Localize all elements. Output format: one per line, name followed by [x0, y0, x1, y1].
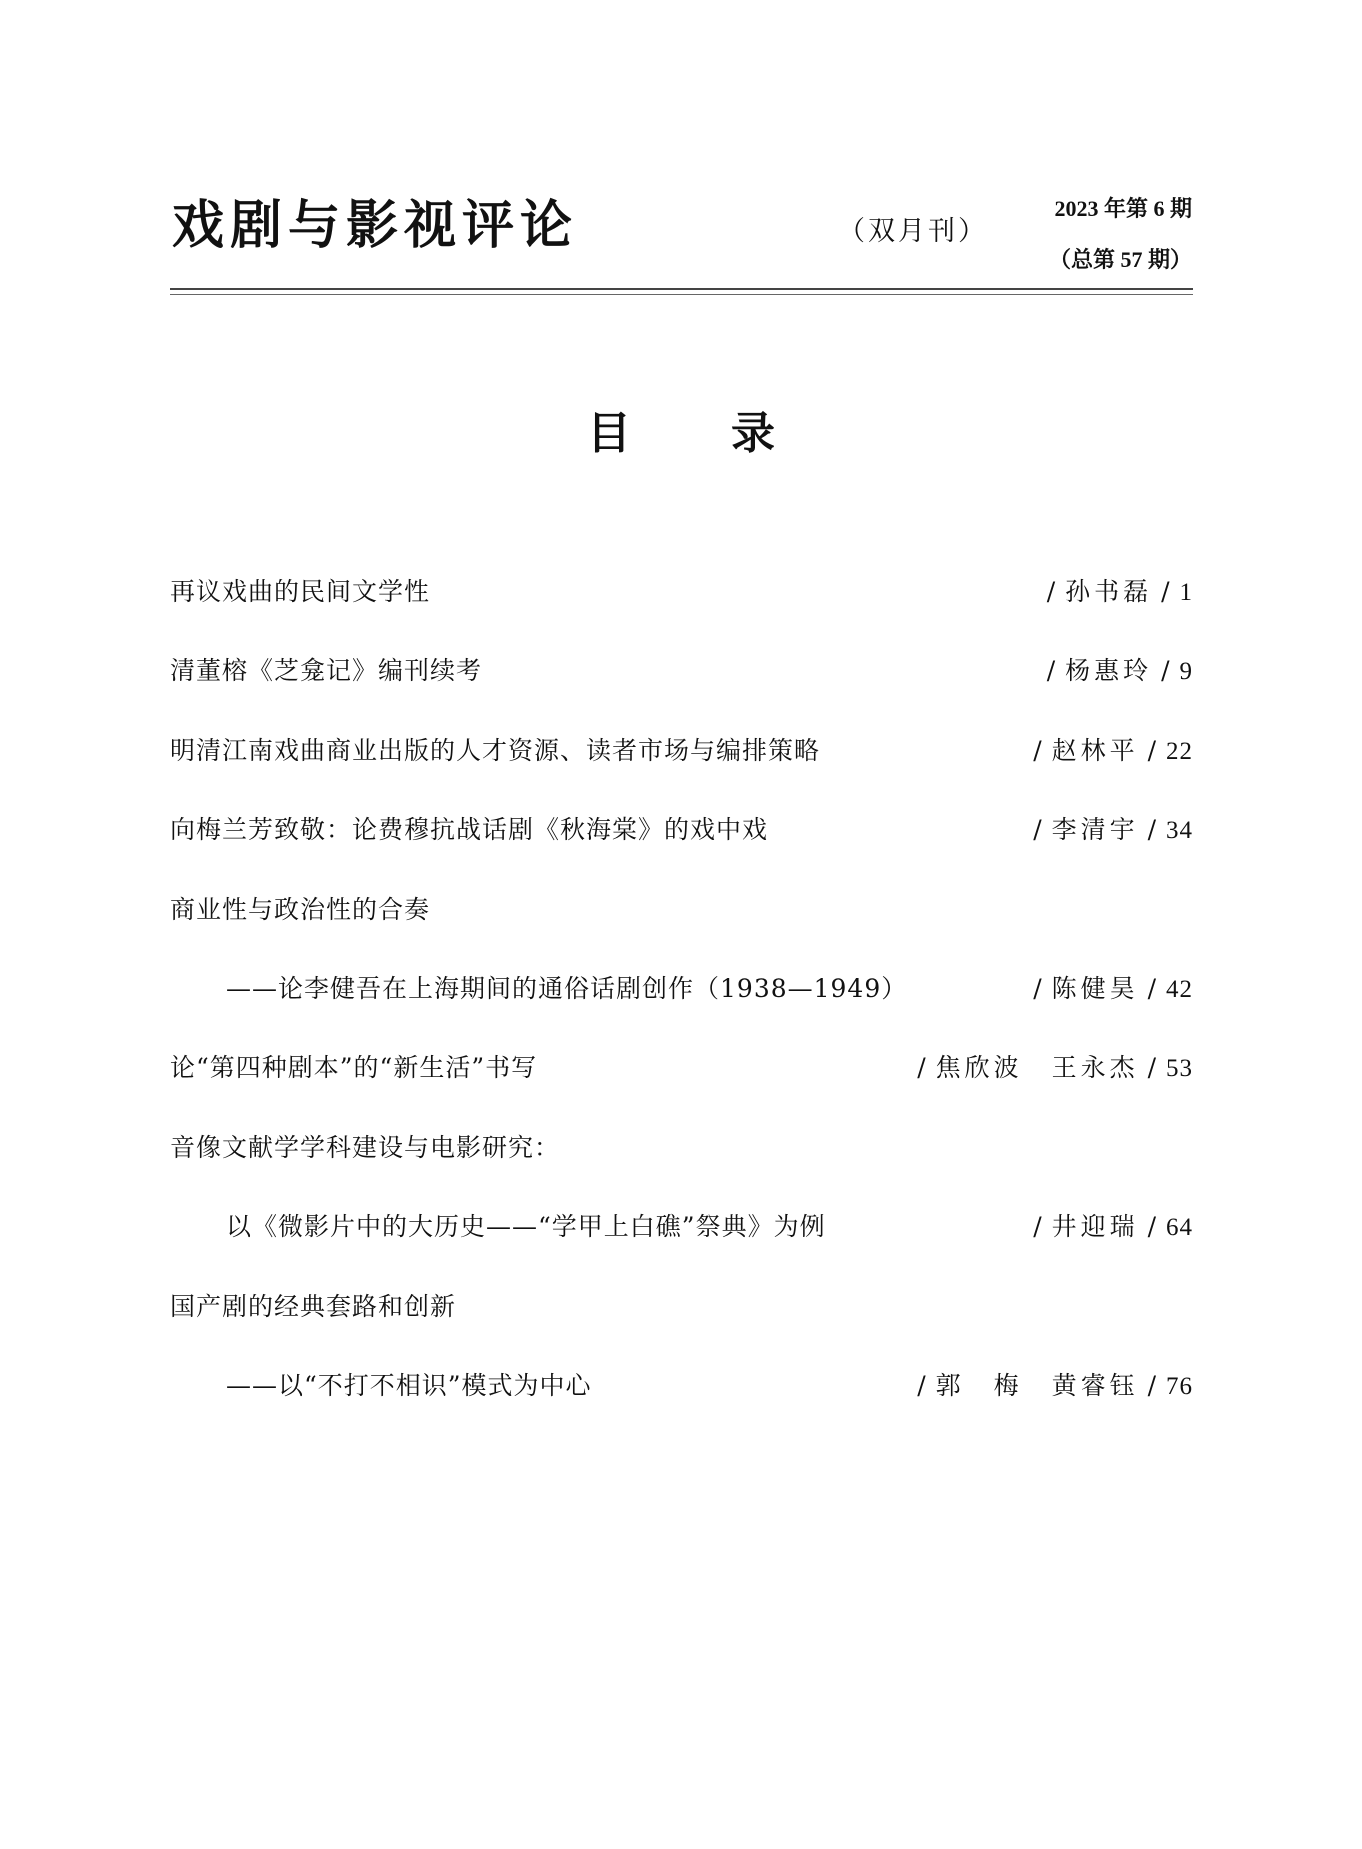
toc-entry-author: 郭 梅 黄睿钰	[935, 1371, 1139, 1400]
toc-entry-title: ——论李健吾在上海期间的通俗话剧创作（1938—1949）	[226, 974, 908, 1003]
toc-entry-meta: / 孙书磊 / 1	[1046, 577, 1193, 606]
toc-entry-page: 53	[1166, 1055, 1193, 1082]
toc-entry[interactable]	[170, 1290, 1193, 1324]
toc-entry-page: 76	[1166, 1373, 1193, 1400]
toc-entry-page: 1	[1179, 579, 1193, 606]
toc-heading: 目录	[587, 408, 875, 459]
toc-entry[interactable]	[170, 734, 1193, 768]
toc-entry-meta: / 焦欣波 王永杰 / 53	[917, 1053, 1193, 1082]
toc-entry-title: 国产剧的经典套路和创新	[170, 1292, 457, 1321]
header-rule-thin	[170, 294, 1193, 295]
header-rule	[170, 288, 1193, 290]
toc-entry-title: 音像文献学学科建设与电影研究：	[170, 1133, 561, 1162]
toc-entry-subtitle[interactable]	[170, 1210, 1193, 1244]
toc-entry-title: 清董榕《芝龛记》编刊续考	[170, 656, 483, 685]
toc-entry[interactable]	[170, 654, 1193, 688]
total-issue-number: （总第 57 期）	[1048, 247, 1192, 272]
issue-number: 2023 年第 6 期	[1054, 196, 1192, 221]
journal-title: 戏剧与影视评论	[172, 195, 579, 256]
toc-entry[interactable]	[170, 893, 1193, 927]
toc-entry[interactable]	[170, 1051, 1193, 1085]
toc-entry-author: 杨惠玲	[1065, 656, 1153, 685]
toc-entry-meta: / 李清宇 / 34	[1033, 815, 1193, 844]
toc-entry-author: 陈健昊	[1051, 974, 1139, 1003]
toc-entry-page: 64	[1166, 1214, 1193, 1241]
toc-entry-title: 论“第四种剧本”的“新生活”书写	[170, 1053, 538, 1082]
toc-entry-meta: / 井迎瑞 / 64	[1033, 1212, 1193, 1241]
toc-entry-title: 明清江南戏曲商业出版的人才资源、读者市场与编排策略	[170, 736, 821, 765]
toc-entry-author: 孙书磊	[1065, 577, 1153, 606]
toc-entry-author: 焦欣波 王永杰	[935, 1053, 1139, 1082]
toc-entry-meta: / 杨惠玲 / 9	[1046, 656, 1193, 685]
toc-entry-subtitle[interactable]	[170, 1369, 1193, 1403]
toc-entry[interactable]	[170, 813, 1193, 847]
toc-entry-title: 以《微影片中的大历史——“学甲上白礁”祭典》为例	[226, 1212, 826, 1241]
toc-entry-meta: / 郭 梅 黄睿钰 / 76	[917, 1371, 1193, 1400]
toc-entry-author: 井迎瑞	[1051, 1212, 1139, 1241]
toc-entry-page: 22	[1166, 738, 1193, 765]
toc-entry-title: 商业性与政治性的合奏	[170, 895, 431, 924]
publication-frequency: （双月刊）	[838, 216, 988, 247]
toc-entry-title: ——以“不打不相识”模式为中心	[226, 1371, 592, 1400]
toc-entry-page: 42	[1166, 976, 1193, 1003]
toc-entry-author: 赵林平	[1051, 736, 1139, 765]
toc-entry-author: 李清宇	[1051, 815, 1139, 844]
toc-entry-title: 向梅兰芳致敬：论费穆抗战话剧《秋海棠》的戏中戏	[170, 815, 769, 844]
toc-entry-meta: / 陈健昊 / 42	[1033, 974, 1193, 1003]
toc-entry-page: 9	[1179, 658, 1193, 685]
toc-entry-title: 再议戏曲的民间文学性	[170, 577, 431, 606]
toc-entry-page: 34	[1166, 817, 1193, 844]
toc-entry[interactable]	[170, 1131, 1193, 1165]
toc-entry-meta: / 赵林平 / 22	[1033, 736, 1193, 765]
toc-entry[interactable]	[170, 575, 1193, 609]
toc-entry-subtitle[interactable]	[170, 972, 1193, 1006]
